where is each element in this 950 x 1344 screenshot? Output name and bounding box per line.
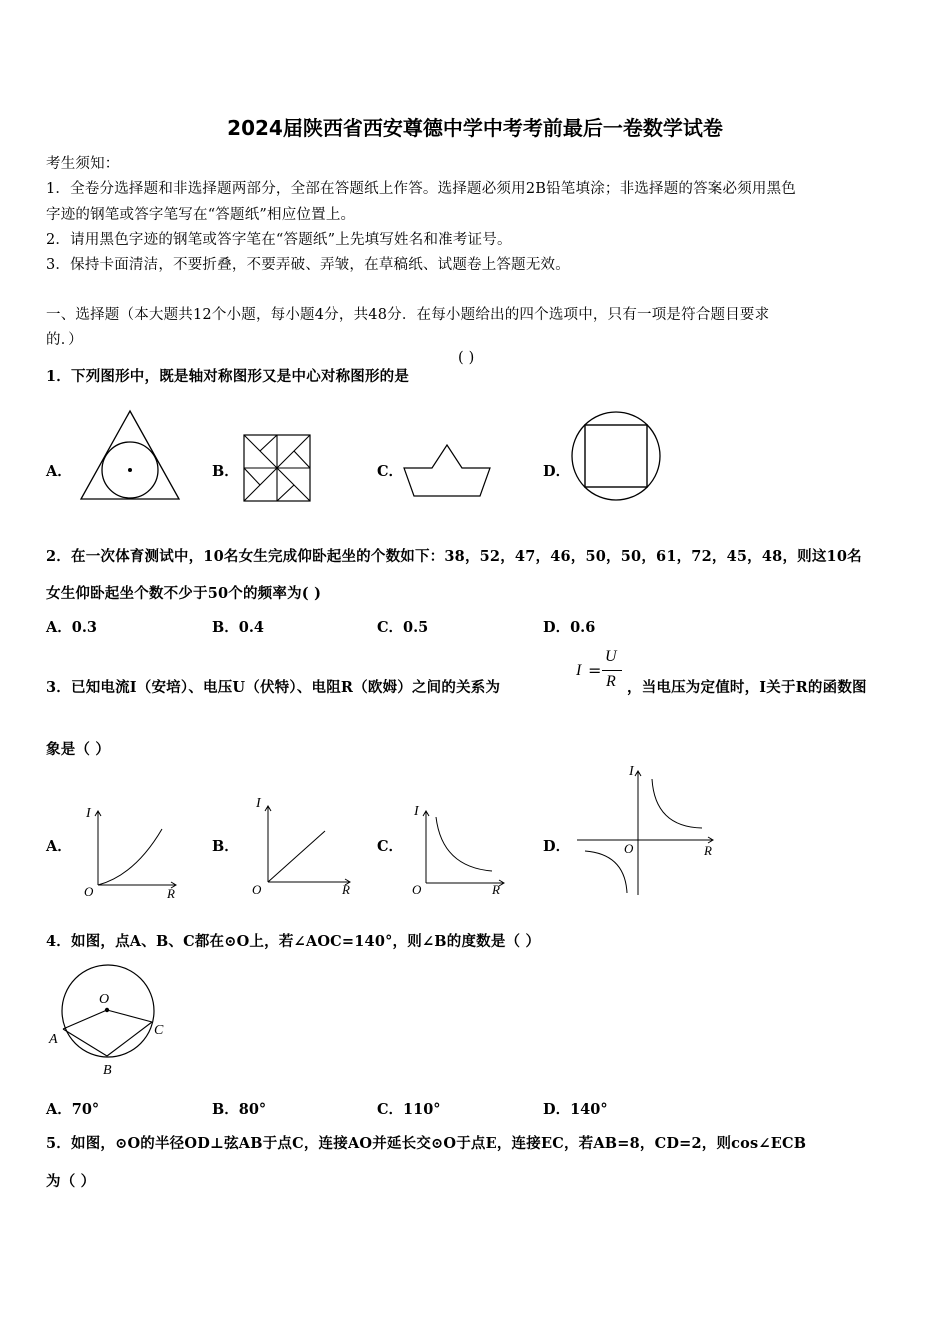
formula xyxy=(576,650,628,696)
answer-paren: ( ) xyxy=(458,350,475,366)
option-label: B． xyxy=(212,838,239,855)
axis-label-r: R xyxy=(492,882,500,897)
axis-label-i: I xyxy=(256,796,261,811)
option-label: D． xyxy=(543,838,571,855)
option-c: C．0.5 xyxy=(377,619,429,636)
origin-label: O xyxy=(624,841,634,856)
axis-label-r: R xyxy=(704,843,712,858)
notice-item: 3．保持卡面清洁，不要折叠，不要弄破、弄皱，在草稿纸、试题卷上答题无效。 xyxy=(46,257,570,273)
option-label: A． xyxy=(46,838,72,855)
option-a: A．70° xyxy=(46,1101,100,1118)
axis-label-r: R xyxy=(342,882,350,897)
option-label: B． xyxy=(212,463,239,480)
question-2-text-cont: 女生仰卧起坐个数不少于50个的频率为( ) xyxy=(46,585,322,602)
question-4-text: 4．如图，点A、B、C都在⊙O上，若∠AOC=140°，则∠B的度数是（ ） xyxy=(46,933,541,950)
option-label: A． xyxy=(46,463,72,480)
option-c: C．110° xyxy=(377,1101,441,1118)
question-5-text: 5．如图，⊙O的半径OD⊥弦AB于点C，连接AO并延长交⊙O于点E，连接EC，若AB=8，CD=2，则cos∠ECB xyxy=(46,1135,807,1152)
question-1-text: 1．下列图形中，既是轴对称图形又是中心对称图形的是 xyxy=(46,368,410,385)
axis-label-i: I xyxy=(414,804,419,819)
pinwheel-figure xyxy=(243,434,311,502)
option-a: A．0.3 xyxy=(46,619,97,636)
formula-denominator: R xyxy=(606,673,616,690)
point-label-o: O xyxy=(99,992,110,1007)
notice-heading: 考生须知： xyxy=(46,156,120,172)
triangle-circle-figure xyxy=(78,408,182,502)
point-label-b: B xyxy=(103,1063,112,1078)
graph-a-rising-curve xyxy=(80,805,180,905)
question-3-text-end: 象是（ ） xyxy=(46,741,111,758)
fraction-bar xyxy=(602,670,622,671)
graph-d-full-hyperbola xyxy=(575,765,720,900)
axis-label-i: I xyxy=(86,806,91,821)
option-label: C． xyxy=(377,463,404,480)
question-5-text-cont: 为（ ） xyxy=(46,1173,96,1190)
formula-lhs: I xyxy=(576,662,582,679)
option-d: D．0.6 xyxy=(543,619,596,636)
notice-item: 1．全卷分选择题和非选择题两部分，全部在答题纸上作答。选择题必须用2B铅笔填涂；非选择题的答案必须用黑色 xyxy=(46,181,797,197)
axis-label-r: R xyxy=(167,886,175,901)
question-3-text-cont: ，当电压为定值时，I关于R的函数图 xyxy=(627,679,867,696)
notice-item: 2．请用黑色字迹的钢笔或答字笔在“答题纸”上先填写姓名和准考证号。 xyxy=(46,232,512,248)
exam-title: 2024届陕西省西安尊德中学中考考前最后一卷数学试卷 xyxy=(227,116,723,140)
option-b: B．0.4 xyxy=(212,619,264,636)
question-2-text: 2．在一次体育测试中，10名女生完成仰卧起坐的个数如下：38，52，47，46，50，50，61，72，45，48，则这10名 xyxy=(46,548,862,565)
origin-label: O xyxy=(412,882,422,897)
section-heading: 一、选择题（本大题共12个小题，每小题4分，共48分．在每小题给出的四个选项中，只有一项是符合题目要求 xyxy=(46,307,770,323)
notice-item: 字迹的钢笔或答字笔写在“答题纸”相应位置上。 xyxy=(46,207,356,223)
section-heading-cont: 的．） xyxy=(46,332,83,348)
formula-eq: = xyxy=(588,661,602,680)
origin-label: O xyxy=(252,882,262,897)
origin-label: O xyxy=(84,884,94,899)
point-label-a: A xyxy=(49,1032,58,1047)
formula-numerator: U xyxy=(605,648,617,665)
axis-label-i: I xyxy=(629,764,634,779)
circle-angle-figure xyxy=(58,965,158,1065)
option-label: D． xyxy=(543,463,571,480)
graph-b-straight-line xyxy=(250,800,355,900)
option-label: C． xyxy=(377,838,404,855)
point-label-c: C xyxy=(154,1023,164,1038)
square-in-circle-figure xyxy=(570,410,662,502)
question-3-text: 3．已知电流I（安培）、电压U（伏特）、电阻R（欧姆）之间的关系为 xyxy=(46,679,501,696)
option-d: D．140° xyxy=(543,1101,608,1118)
option-b: B．80° xyxy=(212,1101,267,1118)
boat-figure xyxy=(403,443,491,498)
